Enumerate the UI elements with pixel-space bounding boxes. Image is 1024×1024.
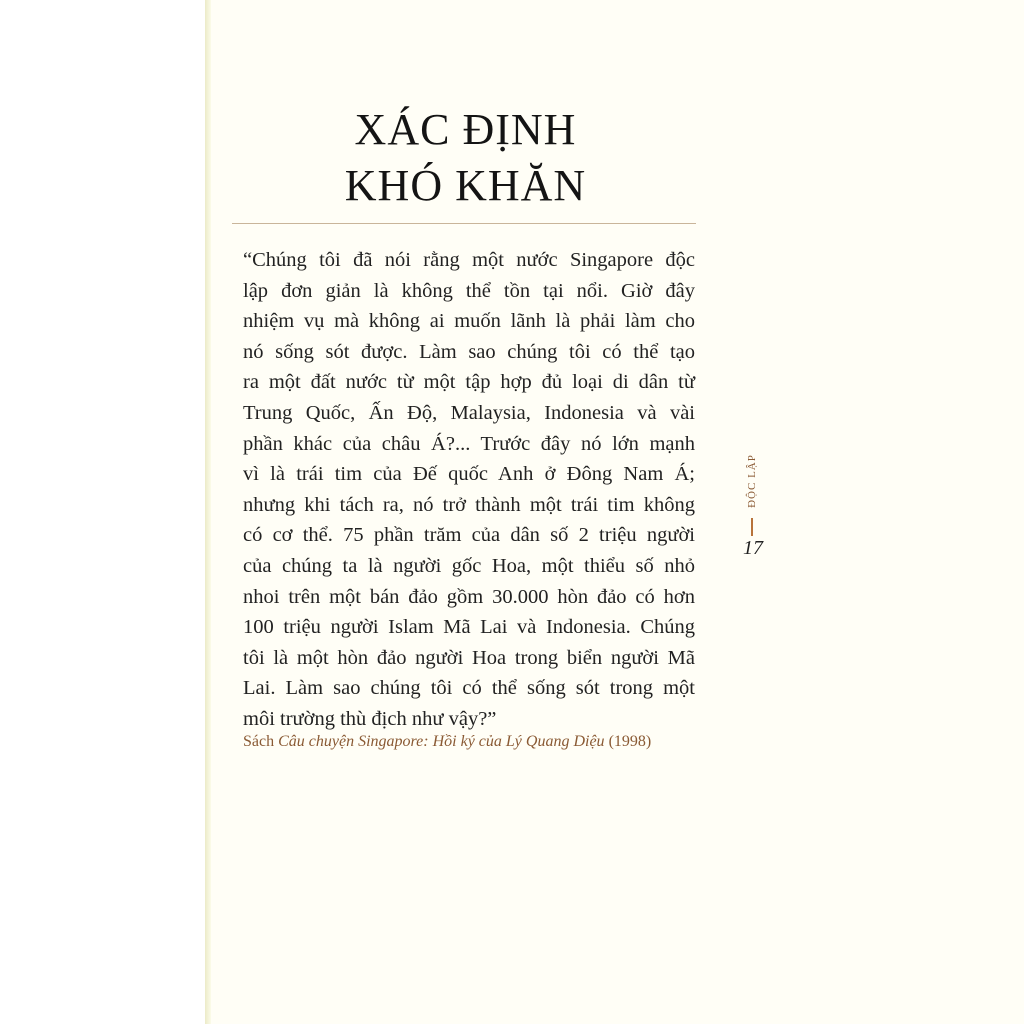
quote-source (243, 730, 695, 754)
quote-line: nó sống sót được. Làm sao chúng tôi có thể tạo (243, 340, 695, 363)
chapter-title (238, 102, 693, 214)
chapter-title-line-1: XÁC ĐỊNH (354, 105, 577, 154)
source-prefix: Sách (243, 733, 275, 750)
quote-line: nhoi trên một bán đảo gồm 30.000 hòn đảo có hơn (243, 585, 695, 608)
running-head-divider (751, 518, 753, 536)
quote-line: nhiệm vụ mà không ai muốn lãnh là phải làm cho (243, 310, 695, 333)
quote-line: nhưng khi tách ra, nó trở thành một trái tim không (243, 493, 695, 516)
quote-line: “Chúng tôi đã nói rằng một nước Singapore độc (243, 249, 695, 271)
quote-line: ra một đất nước từ một tập hợp đủ loại di dân từ (243, 371, 695, 394)
quote-line: tôi là một hòn đảo người Hoa trong biển người Mã (243, 646, 695, 669)
source-book-title: Câu chuyện Singapore: Hồi ký của Lý Quang Diệu (278, 733, 605, 750)
quote-line: Lai. Làm sao chúng tôi có thể sống sót trong một (243, 677, 695, 700)
quote-line: của chúng ta là người gốc Hoa, một thiểu số nhỏ (243, 554, 695, 577)
quote-line: 100 triệu người Islam Mã Lai và Indonesia. Chúng (243, 616, 695, 639)
epigraph-quote (243, 245, 695, 735)
running-head-label: ĐỘC LẬP (746, 454, 758, 508)
quote-line: phần khác của châu Á?... Trước đây nó lớn mạnh (243, 432, 695, 455)
page-gutter-edge (205, 0, 211, 1024)
page-number: 17 (743, 537, 763, 559)
quote-line: lập đơn giản là không thể tồn tại nổi. Giờ đây (243, 279, 695, 302)
title-divider (232, 223, 696, 224)
quote-line: vì là trái tim của Đế quốc Anh ở Đông Nam Á; (243, 463, 695, 486)
source-year: (1998) (608, 733, 652, 750)
quote-line: Trung Quốc, Ấn Độ, Malaysia, Indonesia và vài (243, 401, 695, 424)
chapter-title-line-2: KHÓ KHĂN (344, 161, 587, 210)
quote-line: có cơ thể. 75 phần trăm của dân số 2 triệu người (243, 524, 695, 547)
quote-line: môi trường thù địch như vậy?” (243, 707, 497, 730)
running-head (744, 446, 760, 516)
